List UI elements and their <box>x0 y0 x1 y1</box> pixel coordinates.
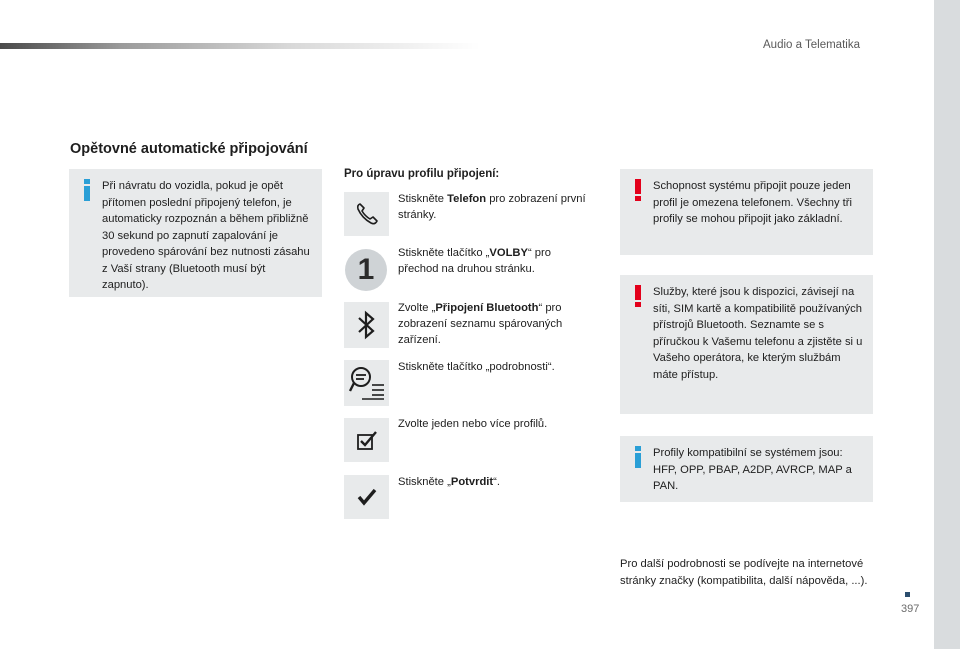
step-1-text: Stiskněte Telefon pro zobrazení první stránky. <box>398 193 586 221</box>
step-confirm-tile <box>344 475 389 519</box>
section-title: Opětovné automatické připojování <box>70 141 308 157</box>
step-checkbox-tile <box>344 418 389 462</box>
warning-note-text: Schopnost systému připojit pouze jeden profil je omezena telefonem. Všechny tři profily se mohou připojit jako základní. <box>653 180 852 225</box>
bluetooth-icon <box>356 309 378 341</box>
info-icon <box>632 446 644 468</box>
step-2-text: Stiskněte tlačítko „VOLBY“ pro přechod na druhou stránku. <box>398 247 551 275</box>
step-details-tile <box>344 360 389 406</box>
header-gradient-bar <box>0 43 480 49</box>
info-note-profiles <box>620 436 873 502</box>
step-4-text: Stiskněte tlačítko „podrobnosti“. <box>398 361 555 373</box>
step-6-text: Stiskněte „Potvrdit“. <box>398 476 500 488</box>
page-side-strip <box>934 0 960 649</box>
step-bluetooth-tile <box>344 302 389 348</box>
warning-note-services <box>620 275 873 414</box>
step-phone-tile <box>344 192 389 236</box>
warning-note-text: Služby, které jsou k dispozici, závisejí na síti, SIM kartě a kompatibilitě používaných přístrojů Bluetooth. Seznamte se s příručkou k Vašemu telefonu a zjistěte si u Vašeho operátora, ke kterým službám máte přístup. <box>653 286 863 381</box>
page-number: 397 <box>901 603 920 615</box>
details-icon <box>348 365 386 401</box>
page-marker <box>905 592 910 597</box>
phone-icon <box>354 201 380 227</box>
info-note-text: Při návratu do vozidla, pokud je opět přítomen poslední připojený telefon, je automaticky rozpoznán a během přibližně 30 sekund po zapnutí zapalování je provedeno spárování bez nutnosti zásahu z Vaší strany (Bluetooth musí být zapnuto). <box>102 180 310 291</box>
warning-icon <box>632 285 644 307</box>
info-note-text: Profily kompatibilní se systémem jsou: HFP, OPP, PBAP, A2DP, AVRCP, MAP a PAN. <box>653 447 852 492</box>
checkmark-icon <box>357 488 377 506</box>
profile-steps-heading: Pro úpravu profilu připojení: <box>344 168 500 180</box>
warning-icon <box>632 179 644 201</box>
checkbox-icon <box>356 429 378 451</box>
step-number-badge: 1 <box>345 249 387 291</box>
info-icon <box>81 179 93 201</box>
more-info-text: Pro další podrobnosti se podívejte na internetové stránky značky (kompatibilita, další nápověda, ...). <box>620 558 868 587</box>
step-5-text: Zvolte jeden nebo více profilů. <box>398 418 548 430</box>
step-3-text: Zvolte „Připojení Bluetooth“ pro zobrazení seznamu spárovaných zařízení. <box>398 302 563 346</box>
page-header-title: Audio a Telematika <box>763 39 860 51</box>
warning-note-profile <box>620 169 873 255</box>
info-note-reconnect <box>69 169 322 297</box>
